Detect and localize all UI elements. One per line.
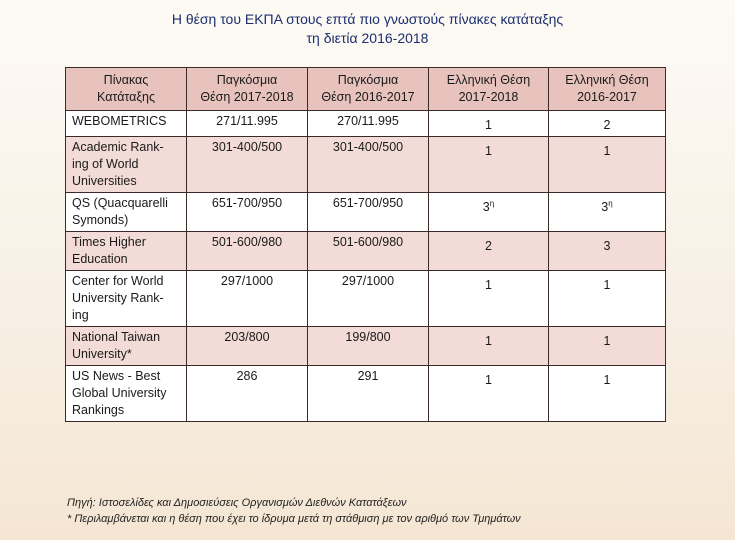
table-header-row bbox=[66, 68, 666, 111]
ranking-name: National Taiwan University* bbox=[66, 327, 187, 366]
asterisk-note: * Περιλαμβάνεται και η θέση που έχει το ίδρυμα μετά τη στάθμιση με τον αριθμό των Τμημάτων bbox=[67, 513, 521, 525]
greek-rank-2016-2017: 3 bbox=[549, 232, 666, 271]
title-line-2: τη διετία 2016-2018 bbox=[306, 30, 429, 46]
greek-rank-2017-2018: 1 bbox=[429, 271, 549, 327]
ranking-name: Academic Rank- ing of World Universities bbox=[66, 137, 187, 193]
world-rank-2016-2017: 651-700/950 bbox=[308, 193, 429, 232]
greek-rank-2016-2017: $3^\eta$ bbox=[549, 193, 666, 232]
greek-rank-2016-2017: 2 bbox=[549, 111, 666, 137]
world-rank-2017-2018: 286 bbox=[187, 366, 308, 422]
greek-rank-2017-2018: 1 bbox=[429, 137, 549, 193]
world-rank-2016-2017: 270/11.995 bbox=[308, 111, 429, 137]
ranking-name: US News - Best Global University Rankings bbox=[66, 366, 187, 422]
header-world-2016-2017: Παγκόσμια Θέση 2016-2017 bbox=[308, 68, 429, 111]
world-rank-2017-2018: 301-400/500 bbox=[187, 137, 308, 193]
greek-rank-2017-2018: 1 bbox=[429, 111, 549, 137]
table-row bbox=[66, 232, 666, 271]
header-greek-2017-2018: Ελληνική Θέση 2017-2018 bbox=[429, 68, 549, 111]
header-greek-2016-2017: Ελληνική Θέση 2016-2017 bbox=[549, 68, 666, 111]
ranking-name: WEBOMETRICS bbox=[66, 111, 187, 137]
greek-rank-2017-2018: $3^\eta$ bbox=[429, 193, 549, 232]
world-rank-2016-2017: 291 bbox=[308, 366, 429, 422]
world-rank-2016-2017: 297/1000 bbox=[308, 271, 429, 327]
page-title bbox=[0, 10, 735, 48]
world-rank-2017-2018: 651-700/950 bbox=[187, 193, 308, 232]
greek-rank-2016-2017: 1 bbox=[549, 366, 666, 422]
greek-rank-2016-2017: 1 bbox=[549, 137, 666, 193]
table-row bbox=[66, 271, 666, 327]
world-rank-2017-2018: 203/800 bbox=[187, 327, 308, 366]
greek-rank-2017-2018: 1 bbox=[429, 366, 549, 422]
world-rank-2016-2017: 301-400/500 bbox=[308, 137, 429, 193]
table-row bbox=[66, 366, 666, 422]
ranking-table bbox=[65, 67, 666, 422]
ranking-name: Times Higher Education bbox=[66, 232, 187, 271]
ranking-name: QS (Quacquarelli Symonds) bbox=[66, 193, 187, 232]
title-line-1: Η θέση του ΕΚΠΑ στους επτά πιο γνωστούς πίνακες κατάταξης bbox=[171, 11, 564, 27]
greek-rank-2016-2017: 1 bbox=[549, 327, 666, 366]
greek-rank-2016-2017: 1 bbox=[549, 271, 666, 327]
header-world-2017-2018: Παγκόσμια Θέση 2017-2018 bbox=[187, 68, 308, 111]
greek-rank-2017-2018: 2 bbox=[429, 232, 549, 271]
footnotes bbox=[67, 495, 521, 527]
table-row bbox=[66, 327, 666, 366]
table-row bbox=[66, 111, 666, 137]
world-rank-2017-2018: 501-600/980 bbox=[187, 232, 308, 271]
table-row bbox=[66, 137, 666, 193]
world-rank-2017-2018: 271/11.995 bbox=[187, 111, 308, 137]
ranking-name: Center for World University Rank- ing bbox=[66, 271, 187, 327]
world-rank-2016-2017: 199/800 bbox=[308, 327, 429, 366]
world-rank-2017-2018: 297/1000 bbox=[187, 271, 308, 327]
header-ranking-table: Πίνακας Κατάταξης bbox=[66, 68, 187, 111]
world-rank-2016-2017: 501-600/980 bbox=[308, 232, 429, 271]
greek-rank-2017-2018: 1 bbox=[429, 327, 549, 366]
source-note: Πηγή: Ιστοσελίδες και Δημοσιεύσεις Οργανισμών Διεθνών Κατατάξεων bbox=[67, 497, 407, 509]
table-row bbox=[66, 193, 666, 232]
